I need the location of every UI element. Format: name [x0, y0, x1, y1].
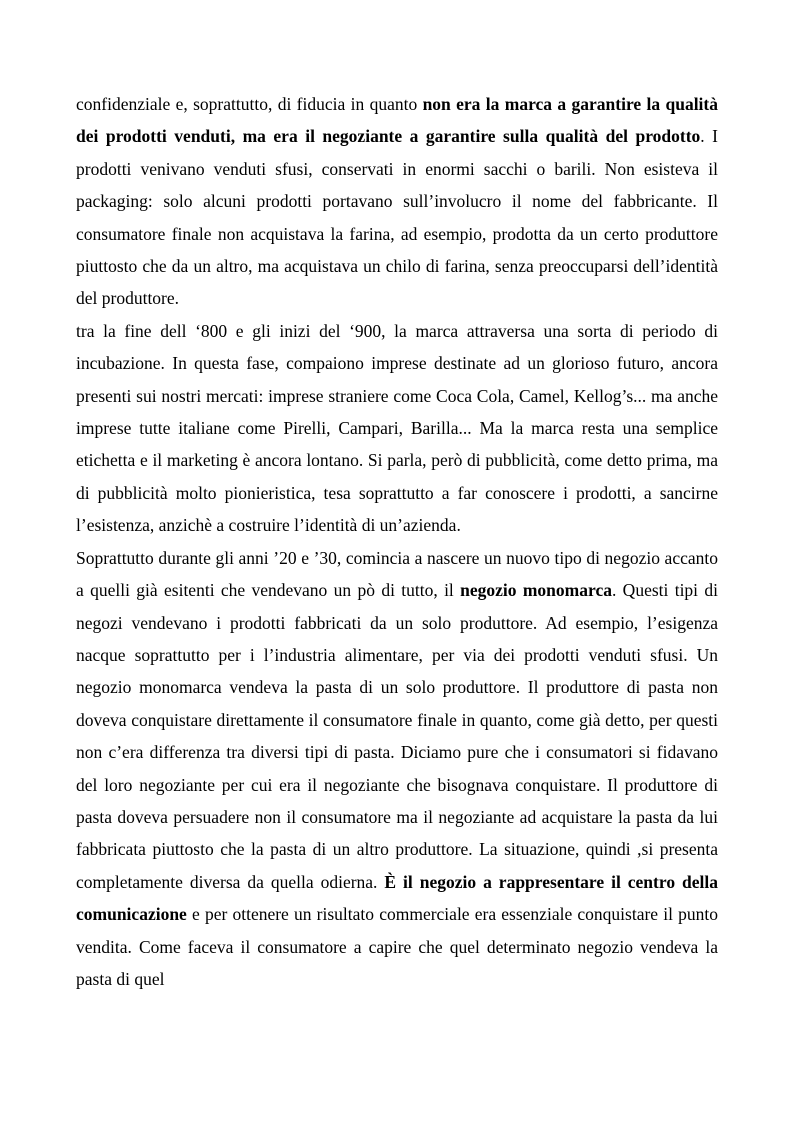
bold-text-segment: È il negozio a rappresentare il centro della comunicazione	[76, 871, 719, 925]
text-segment: confidenziale e, soprattutto, di fiducia in quanto	[76, 94, 423, 114]
text-segment: tra la fine dell ‘800 e gli inizi del ‘900, la marca attraversa una sorta di periodo di incubazione. In questa fase, compaiono imprese destinate ad un glorioso futuro, ancora presenti sui nostri mercati: imprese straniere come Coca Cola, Camel, Kellog’s... ma anche imprese tutte italiane come Pirelli, Campari, Barilla... Ma la marca resta una semplice etichetta e il marketing è ancora lontano. Si parla, però di pubblicità, come detto prima, ma di pubblicità molto pionieristica, tesa soprattutto a far conoscere i prodotti, a sancirne l’esistenza, anzichè a costruire l’identità di un’azienda.	[76, 320, 718, 536]
paragraph-3	[76, 542, 718, 996]
bold-text-segment: negozio monomarca	[460, 580, 612, 601]
document-page	[76, 88, 718, 995]
paragraph-2	[76, 315, 718, 542]
text-segment: Soprattutto durante gli anni ’20 e ’30, comincia a nascere un nuovo tipo di negozio accanto a quelli già esitenti che vendevano un pò di tutto, il	[76, 547, 718, 601]
text-segment: . I prodotti venivano venduti sfusi, conservati in enormi sacchi o barili. Non esisteva il packaging: solo alcuni prodotti portavano sull’involucro il nome del fabbricante. Il consumatore finale non acquistava la farina, ad esempio, prodotta da un certo produttore piuttosto che da un altro, ma acquistava un chilo di farina, senza preoccuparsi dell’identità del produttore.	[76, 126, 719, 309]
paragraph-1	[76, 88, 718, 315]
text-segment: . Questi tipi di negozi vendevano i prodotti fabbricati da un solo produttore. Ad esempio, l’esigenza nacque soprattutto per i l’industria alimentare, per via dei prodotti venduti sfusi. Un negozio monomarca vendeva la pasta di un solo produttore. Il produttore di pasta non doveva conquistare direttamente il consumatore finale in quanto, come già detto, per questi non c’era differenza tra diversi tipi di pasta. Diciamo pure che i consumatori si fidavano del loro negoziante per cui era il negoziante che bisognava conquistare. Il produttore di pasta doveva persuadere non il consumatore ma il negoziante ad acquistare la pasta da lui fabbricata piuttosto che la pasta di un altro produttore. La situazione, quindi ,si presenta completamente diversa da quella odierna.	[76, 580, 718, 892]
text-segment: e per ottenere un risultato commerciale era essenziale conquistare il punto vendita. Come faceva il consumatore a capire che quel determinato negozio vendeva la pasta di quel	[76, 904, 718, 989]
bold-text-segment: non era la marca a garantire la qualità dei prodotti venduti, ma era il negoziante a garantire sulla qualità del prodotto	[76, 94, 719, 147]
